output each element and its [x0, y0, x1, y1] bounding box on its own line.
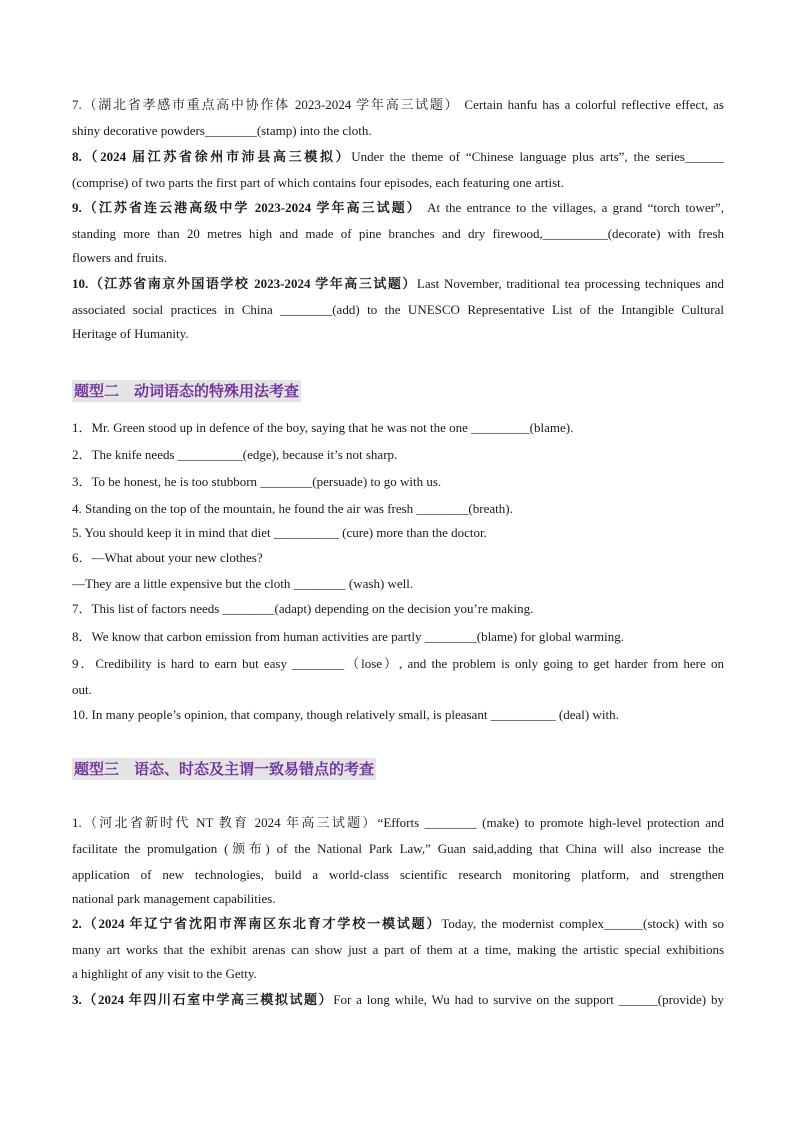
list-item: 7．This list of factors needs ________(adapt) depending on the decision you’re making. [72, 601, 534, 616]
question-10-line-3: Heritage of Humanity. [72, 326, 189, 341]
question-2-line-1: 2.（2024 年辽宁省沈阳市浑南区东北育才学校一模试题）Today, the modernist complex______(stock) with so [72, 916, 724, 931]
question-source: 9.（江苏省连云港高级中学 2023-2024 学年高三试题） [72, 200, 422, 215]
section-heading-3: 题型三 语态、时态及主谓一致易错点的考查 [74, 760, 375, 778]
question-3-line-1: 3.（2024 年四川石室中学高三模拟试题）For a long while, Wu had to survive on the support ______(provide) by [72, 992, 724, 1007]
list-item: 5. You should keep it in mind that diet __________ (cure) more than the doctor. [72, 525, 487, 540]
list-item: 1．Mr. Green stood up in defence of the boy, saying that he was not the one _________(blame). [72, 420, 574, 435]
list-item: 10. In many people’s opinion, that company, though relatively small, is pleasant __________ (deal) with. [72, 707, 619, 722]
question-source: 1.（河北省新时代 NT 教育 2024 年高三试题） [72, 815, 378, 830]
list-item: 8．We know that carbon emission from human activities are partly ________(blame) for global warming. [72, 629, 625, 644]
list-item: out. [72, 682, 92, 697]
question-9-line-3: flowers and fruits. [72, 250, 167, 265]
question-source: 3.（2024 年四川石室中学高三模拟试题） [72, 992, 334, 1007]
section-heading-2: 题型二 动词语态的特殊用法考查 [74, 382, 300, 400]
question-source: 8.（2024 届江苏省徐州市沛县高三模拟） [72, 149, 352, 164]
question-2-line-2: many art works that the exhibit arenas can show just a part of them at a time, making the artistic special exhibitions [72, 942, 724, 957]
list-item: 6．—What about your new clothes? [72, 550, 263, 565]
question-1-line-1: 1.（河北省新时代 NT 教育 2024 年高三试题）“Efforts ________ (make) to promote high-level protection and [72, 815, 724, 830]
question-7-line-1: 7.（湖北省孝感市重点高中协作体 2023-2024 学年高三试题） Certain hanfu has a colorful reflective effect, as [72, 97, 724, 112]
question-1-line-4: national park management capabilities. [72, 891, 276, 906]
list-item: 4. Standing on the top of the mountain, he found the air was fresh ________(breath). [72, 501, 513, 516]
list-item: 2．The knife needs __________(edge), because it’s not sharp. [72, 447, 398, 462]
list-item: —They are a little expensive but the cloth ________ (wash) well. [72, 576, 414, 591]
question-1-line-2: facilitate the promulgation (颁布) of the National Park Law,” Guan said,adding that China will also increase the [72, 841, 724, 856]
question-source: 7.（湖北省孝感市重点高中协作体 2023-2024 学年高三试题） [72, 97, 460, 112]
question-source: 2.（2024 年辽宁省沈阳市浑南区东北育才学校一模试题） [72, 916, 442, 931]
question-9-line-2: standing more than 20 metres high and made of pine branches and dry firewood,__________(decorate) with fresh [72, 226, 724, 241]
question-1-line-3: application of new technologies, build a world-class scientific research monitoring platform, and strengthen [72, 867, 724, 882]
question-9-line-1: 9.（江苏省连云港高级中学 2023-2024 学年高三试题） At the entrance to the villages, a grand “torch tower”, [72, 200, 724, 215]
question-8-line-2: (comprise) of two parts the first part of which contains four episodes, each featuring one artist. [72, 175, 565, 190]
question-2-line-3: a highlight of any visit to the Getty. [72, 966, 257, 981]
question-10-line-1: 10.（江苏省南京外国语学校 2023-2024 学年高三试题）Last November, traditional tea processing techniques and [72, 276, 724, 291]
question-8-line-1: 8.（2024 届江苏省徐州市沛县高三模拟）Under the theme of “Chinese language plus arts”, the series______ [72, 149, 724, 164]
question-10-line-2: associated social practices in China ________(add) to the UNESCO Representative List of the Intangible Cultural [72, 302, 724, 317]
question-7-line-2: shiny decorative powders________(stamp) into the cloth. [72, 123, 372, 138]
list-item: 3．To be honest, he is too stubborn ________(persuade) to go with us. [72, 474, 442, 489]
list-item: 9．Credibility is hard to earn but easy ________（lose）, and the problem is only going to get harder from here on [72, 656, 724, 671]
question-source: 10.（江苏省南京外国语学校 2023-2024 学年高三试题） [72, 276, 417, 291]
